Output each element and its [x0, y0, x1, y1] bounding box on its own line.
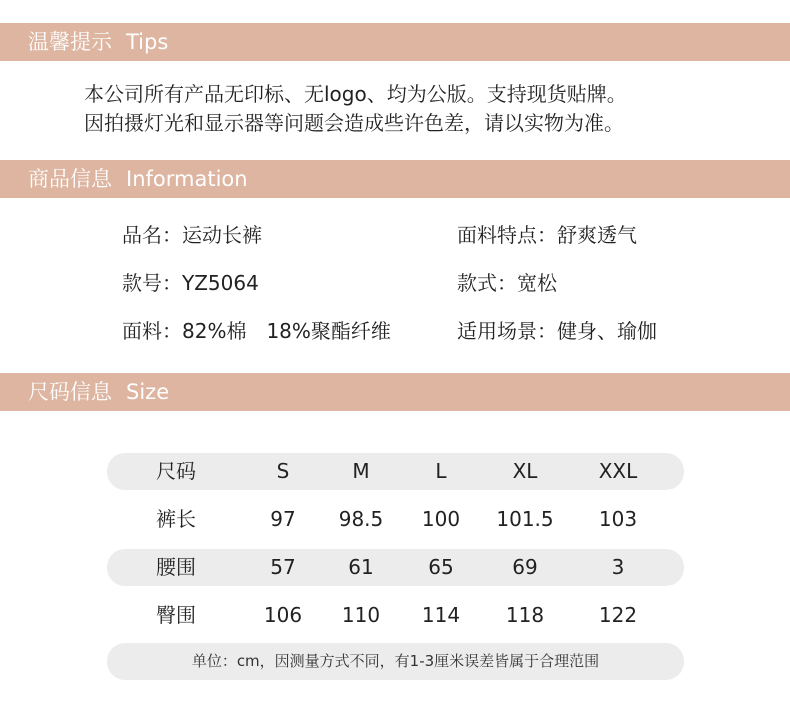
size-cell: 122	[598, 603, 638, 627]
table-row	[107, 501, 684, 538]
info-title-cn: 商品信息	[28, 167, 112, 191]
size-cell: 57	[270, 555, 296, 579]
size-cell: 101.5	[496, 507, 554, 531]
info-fabric-feature: 面料特点：舒爽透气	[457, 223, 637, 247]
info-title-en: Information	[126, 167, 248, 191]
size-cell: 110	[341, 603, 381, 627]
info-product-name: 品名：运动长裤	[122, 223, 262, 247]
size-cell: 69	[512, 555, 538, 579]
size-table-header	[107, 453, 684, 490]
size-section-header	[0, 373, 790, 411]
size-row-label: 腰围	[156, 555, 196, 579]
tips-section-header	[0, 23, 790, 61]
size-cell: 98.5	[338, 507, 384, 531]
table-row	[107, 549, 684, 586]
info-style-type: 款式：宽松	[457, 271, 557, 295]
tips-line: 因拍摄灯光和显示器等问题会造成些许色差，请以实物为准。	[84, 111, 624, 135]
size-cell: 100	[421, 507, 461, 531]
size-header-cell: XXL	[598, 459, 638, 483]
tips-text	[84, 80, 774, 138]
table-row	[107, 597, 684, 634]
size-cell: 97	[270, 507, 296, 531]
size-cell: 106	[263, 603, 303, 627]
info-style-number: 款号：YZ5064	[122, 271, 259, 295]
info-fabric: 面料：82%棉 18%聚酯纤维	[122, 319, 391, 343]
tips-title-en: Tips	[126, 30, 169, 54]
size-cell: 118	[505, 603, 545, 627]
size-title-cn: 尺码信息	[28, 380, 112, 404]
size-header-cell: M	[352, 459, 370, 483]
size-header-cell: 尺码	[156, 459, 196, 483]
tips-line: 本公司所有产品无印标、无logo、均为公版。支持现货贴牌。	[84, 82, 627, 106]
tips-title-cn: 温馨提示	[28, 30, 112, 54]
size-cell: 61	[348, 555, 374, 579]
info-section-header	[0, 160, 790, 198]
size-cell: 103	[598, 507, 638, 531]
size-row-label: 臀围	[156, 603, 196, 627]
size-header-cell: XL	[512, 459, 538, 483]
size-cell: 114	[421, 603, 461, 627]
info-scenario: 适用场景：健身、瑜伽	[457, 319, 657, 343]
size-cell: 65	[428, 555, 454, 579]
size-row-label: 裤长	[156, 507, 196, 531]
size-measurement-note: 单位：cm，因测量方式不同，有1-3厘米误差皆属于合理范围	[107, 643, 684, 680]
size-header-cell: L	[435, 459, 447, 483]
size-title-en: Size	[126, 380, 170, 404]
size-cell: 3	[611, 555, 625, 579]
size-header-cell: S	[276, 459, 290, 483]
